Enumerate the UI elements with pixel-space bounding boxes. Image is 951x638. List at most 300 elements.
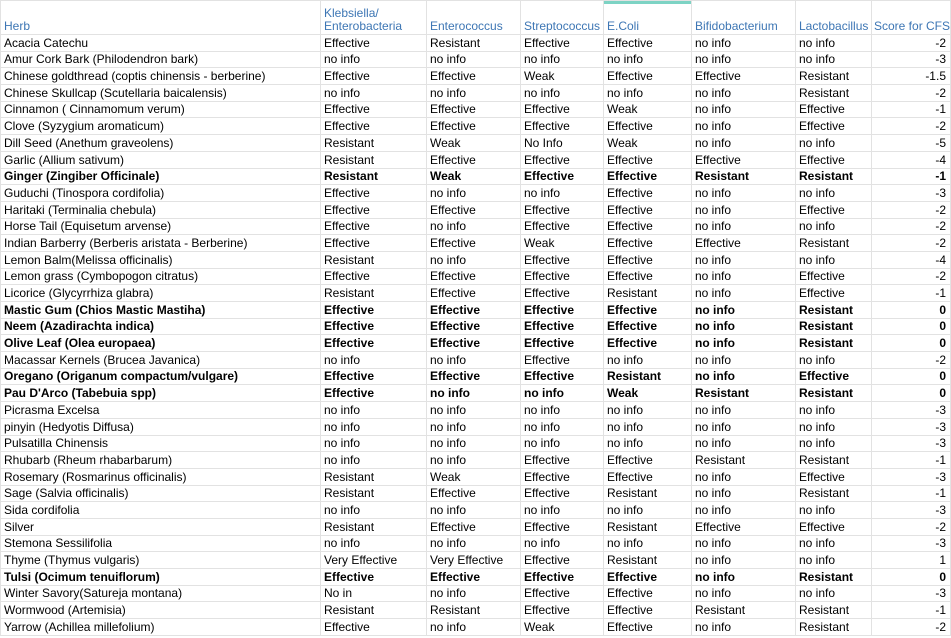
cell-lactobacillus[interactable]: Effective: [796, 118, 872, 135]
cell-enterococcus[interactable]: no info: [427, 619, 521, 636]
cell-streptococcus[interactable]: no info: [521, 385, 604, 402]
cell-score[interactable]: -2: [872, 352, 951, 369]
cell-ecoli[interactable]: Effective: [604, 302, 692, 319]
cell-streptococcus[interactable]: no info: [521, 51, 604, 68]
cell-score[interactable]: -2: [872, 218, 951, 235]
cell-bifidobacterium[interactable]: no info: [692, 502, 796, 519]
cell-klebsiella[interactable]: no info: [321, 452, 427, 469]
cell-streptococcus[interactable]: Effective: [521, 352, 604, 369]
cell-score[interactable]: -3: [872, 435, 951, 452]
cell-streptococcus[interactable]: Effective: [521, 585, 604, 602]
cell-klebsiella[interactable]: Effective: [321, 368, 427, 385]
cell-enterococcus[interactable]: no info: [427, 85, 521, 102]
cell-klebsiella[interactable]: Resistant: [321, 285, 427, 302]
cell-herb[interactable]: Picrasma Excelsa: [1, 402, 321, 419]
cell-klebsiella[interactable]: Effective: [321, 335, 427, 352]
cell-klebsiella[interactable]: no info: [321, 352, 427, 369]
cell-enterococcus[interactable]: Effective: [427, 485, 521, 502]
cell-enterococcus[interactable]: no info: [427, 352, 521, 369]
cell-herb[interactable]: Macassar Kernels (Brucea Javanica): [1, 352, 321, 369]
cell-streptococcus[interactable]: Weak: [521, 235, 604, 252]
cell-score[interactable]: -2: [872, 268, 951, 285]
cell-bifidobacterium[interactable]: no info: [692, 285, 796, 302]
cell-streptococcus[interactable]: Effective: [521, 118, 604, 135]
cell-lactobacillus[interactable]: Resistant: [796, 235, 872, 252]
cell-herb[interactable]: Garlic (Allium sativum): [1, 151, 321, 168]
cell-enterococcus[interactable]: no info: [427, 435, 521, 452]
cell-herb[interactable]: Amur Cork Bark (Philodendron bark): [1, 51, 321, 68]
cell-herb[interactable]: Rosemary (Rosmarinus officinalis): [1, 468, 321, 485]
cell-herb[interactable]: Thyme (Thymus vulgaris): [1, 552, 321, 569]
cell-score[interactable]: -1: [872, 485, 951, 502]
header-streptococcus[interactable]: Streptococcus: [521, 1, 604, 35]
cell-score[interactable]: -2: [872, 235, 951, 252]
cell-klebsiella[interactable]: Resistant: [321, 151, 427, 168]
cell-ecoli[interactable]: Resistant: [604, 518, 692, 535]
cell-klebsiella[interactable]: Effective: [321, 201, 427, 218]
cell-enterococcus[interactable]: Effective: [427, 368, 521, 385]
cell-lactobacillus[interactable]: Effective: [796, 368, 872, 385]
cell-bifidobacterium[interactable]: no info: [692, 352, 796, 369]
cell-enterococcus[interactable]: Effective: [427, 68, 521, 85]
cell-lactobacillus[interactable]: no info: [796, 418, 872, 435]
cell-bifidobacterium[interactable]: Effective: [692, 68, 796, 85]
cell-lactobacillus[interactable]: no info: [796, 435, 872, 452]
cell-ecoli[interactable]: no info: [604, 435, 692, 452]
cell-bifidobacterium[interactable]: Resistant: [692, 168, 796, 185]
cell-ecoli[interactable]: Effective: [604, 185, 692, 202]
cell-enterococcus[interactable]: Weak: [427, 135, 521, 152]
cell-herb[interactable]: Haritaki (Terminalia chebula): [1, 201, 321, 218]
cell-lactobacillus[interactable]: no info: [796, 585, 872, 602]
cell-ecoli[interactable]: no info: [604, 402, 692, 419]
cell-ecoli[interactable]: no info: [604, 51, 692, 68]
cell-bifidobacterium[interactable]: no info: [692, 418, 796, 435]
cell-score[interactable]: -2: [872, 118, 951, 135]
cell-enterococcus[interactable]: Effective: [427, 268, 521, 285]
cell-herb[interactable]: Acacia Catechu: [1, 35, 321, 52]
cell-ecoli[interactable]: Weak: [604, 101, 692, 118]
cell-enterococcus[interactable]: Effective: [427, 101, 521, 118]
cell-ecoli[interactable]: Resistant: [604, 552, 692, 569]
cell-klebsiella[interactable]: Effective: [321, 235, 427, 252]
cell-streptococcus[interactable]: Effective: [521, 569, 604, 586]
cell-score[interactable]: -3: [872, 402, 951, 419]
cell-enterococcus[interactable]: Weak: [427, 468, 521, 485]
cell-ecoli[interactable]: no info: [604, 502, 692, 519]
cell-score[interactable]: 0: [872, 368, 951, 385]
cell-bifidobacterium[interactable]: no info: [692, 619, 796, 636]
cell-enterococcus[interactable]: Effective: [427, 201, 521, 218]
cell-bifidobacterium[interactable]: Effective: [692, 151, 796, 168]
cell-score[interactable]: 0: [872, 335, 951, 352]
cell-herb[interactable]: Chinese Skullcap (Scutellaria baicalensis): [1, 85, 321, 102]
cell-enterococcus[interactable]: Effective: [427, 518, 521, 535]
cell-enterococcus[interactable]: Effective: [427, 318, 521, 335]
cell-lactobacillus[interactable]: no info: [796, 251, 872, 268]
cell-lactobacillus[interactable]: Resistant: [796, 485, 872, 502]
cell-score[interactable]: -2: [872, 518, 951, 535]
cell-enterococcus[interactable]: no info: [427, 251, 521, 268]
cell-bifidobacterium[interactable]: no info: [692, 402, 796, 419]
cell-streptococcus[interactable]: Effective: [521, 302, 604, 319]
cell-score[interactable]: -3: [872, 51, 951, 68]
cell-lactobacillus[interactable]: no info: [796, 35, 872, 52]
cell-streptococcus[interactable]: Effective: [521, 268, 604, 285]
cell-klebsiella[interactable]: Effective: [321, 318, 427, 335]
cell-streptococcus[interactable]: Effective: [521, 168, 604, 185]
cell-ecoli[interactable]: Resistant: [604, 285, 692, 302]
cell-ecoli[interactable]: Effective: [604, 35, 692, 52]
cell-enterococcus[interactable]: no info: [427, 418, 521, 435]
cell-herb[interactable]: Silver: [1, 518, 321, 535]
cell-lactobacillus[interactable]: no info: [796, 135, 872, 152]
cell-lactobacillus[interactable]: Resistant: [796, 168, 872, 185]
cell-lactobacillus[interactable]: no info: [796, 502, 872, 519]
cell-bifidobacterium[interactable]: no info: [692, 35, 796, 52]
cell-streptococcus[interactable]: Effective: [521, 218, 604, 235]
cell-bifidobacterium[interactable]: Effective: [692, 235, 796, 252]
table-row: [1, 352, 951, 369]
cell-streptococcus[interactable]: no info: [521, 402, 604, 419]
cell-enterococcus[interactable]: no info: [427, 535, 521, 552]
cell-herb[interactable]: pinyin (Hedyotis Diffusa): [1, 418, 321, 435]
cell-bifidobacterium[interactable]: no info: [692, 51, 796, 68]
cell-ecoli[interactable]: Weak: [604, 385, 692, 402]
cell-ecoli[interactable]: no info: [604, 535, 692, 552]
cell-lactobacillus[interactable]: no info: [796, 552, 872, 569]
cell-ecoli[interactable]: Weak: [604, 135, 692, 152]
header-enterococcus[interactable]: Enterococcus: [427, 1, 521, 35]
cell-klebsiella[interactable]: Effective: [321, 101, 427, 118]
cell-streptococcus[interactable]: Weak: [521, 619, 604, 636]
cell-ecoli[interactable]: Effective: [604, 168, 692, 185]
cell-streptococcus[interactable]: Effective: [521, 101, 604, 118]
cell-klebsiella[interactable]: Effective: [321, 268, 427, 285]
cell-klebsiella[interactable]: Effective: [321, 185, 427, 202]
table-row: [1, 68, 951, 85]
cell-score[interactable]: -1: [872, 285, 951, 302]
cell-score[interactable]: -2: [872, 35, 951, 52]
cell-streptococcus[interactable]: no info: [521, 85, 604, 102]
cell-streptococcus[interactable]: Effective: [521, 35, 604, 52]
cell-herb[interactable]: Clove (Syzygium aromaticum): [1, 118, 321, 135]
cell-score[interactable]: 0: [872, 302, 951, 319]
cell-herb[interactable]: Lemon grass (Cymbopogon citratus): [1, 268, 321, 285]
cell-score[interactable]: -5: [872, 135, 951, 152]
cell-klebsiella[interactable]: Resistant: [321, 485, 427, 502]
cell-lactobacillus[interactable]: Resistant: [796, 452, 872, 469]
cell-bifidobacterium[interactable]: no info: [692, 302, 796, 319]
cell-lactobacillus[interactable]: Effective: [796, 201, 872, 218]
cell-ecoli[interactable]: Effective: [604, 251, 692, 268]
cell-herb[interactable]: Sida cordifolia: [1, 502, 321, 519]
cell-enterococcus[interactable]: Resistant: [427, 602, 521, 619]
cell-klebsiella[interactable]: no info: [321, 535, 427, 552]
cell-herb[interactable]: Cinnamon ( Cinnamomum verum): [1, 101, 321, 118]
cell-streptococcus[interactable]: Effective: [521, 368, 604, 385]
cell-bifidobacterium[interactable]: Resistant: [692, 602, 796, 619]
cell-lactobacillus[interactable]: Effective: [796, 151, 872, 168]
cell-streptococcus[interactable]: Effective: [521, 552, 604, 569]
header-ecoli[interactable]: E.Coli: [604, 1, 692, 35]
header-bifidobacterium[interactable]: Bifidobacterium: [692, 1, 796, 35]
cell-klebsiella[interactable]: no info: [321, 51, 427, 68]
cell-ecoli[interactable]: Effective: [604, 235, 692, 252]
cell-score[interactable]: -1: [872, 452, 951, 469]
cell-bifidobacterium[interactable]: no info: [692, 569, 796, 586]
cell-ecoli[interactable]: Resistant: [604, 368, 692, 385]
cell-enterococcus[interactable]: Effective: [427, 151, 521, 168]
cell-ecoli[interactable]: Effective: [604, 318, 692, 335]
cell-klebsiella[interactable]: Effective: [321, 68, 427, 85]
cell-bifidobacterium[interactable]: no info: [692, 185, 796, 202]
cell-herb[interactable]: Pulsatilla Chinensis: [1, 435, 321, 452]
cell-score[interactable]: -2: [872, 85, 951, 102]
cell-herb[interactable]: Oregano (Origanum compactum/vulgare): [1, 368, 321, 385]
cell-enterococcus[interactable]: Very Effective: [427, 552, 521, 569]
cell-ecoli[interactable]: no info: [604, 418, 692, 435]
cell-enterococcus[interactable]: Effective: [427, 235, 521, 252]
cell-klebsiella[interactable]: no info: [321, 418, 427, 435]
cell-lactobacillus[interactable]: no info: [796, 352, 872, 369]
cell-bifidobacterium[interactable]: no info: [692, 552, 796, 569]
cell-herb[interactable]: Wormwood (Artemisia): [1, 602, 321, 619]
cell-klebsiella[interactable]: Effective: [321, 218, 427, 235]
cell-herb[interactable]: Neem (Azadirachta indica): [1, 318, 321, 335]
cell-streptococcus[interactable]: Effective: [521, 151, 604, 168]
cell-enterococcus[interactable]: Weak: [427, 168, 521, 185]
cell-streptococcus[interactable]: Effective: [521, 285, 604, 302]
cell-bifidobacterium[interactable]: no info: [692, 218, 796, 235]
cell-score[interactable]: -3: [872, 502, 951, 519]
cell-lactobacillus[interactable]: Resistant: [796, 619, 872, 636]
cell-ecoli[interactable]: Effective: [604, 569, 692, 586]
cell-klebsiella[interactable]: Effective: [321, 619, 427, 636]
cell-herb[interactable]: Mastic Gum (Chios Mastic Mastiha): [1, 302, 321, 319]
cell-klebsiella[interactable]: Resistant: [321, 135, 427, 152]
cell-score[interactable]: -1: [872, 602, 951, 619]
cell-streptococcus[interactable]: No Info: [521, 135, 604, 152]
cell-enterococcus[interactable]: no info: [427, 502, 521, 519]
cell-lactobacillus[interactable]: Resistant: [796, 385, 872, 402]
cell-herb[interactable]: Guduchi (Tinospora cordifolia): [1, 185, 321, 202]
cell-score[interactable]: -3: [872, 468, 951, 485]
cell-lactobacillus[interactable]: no info: [796, 535, 872, 552]
cell-streptococcus[interactable]: Effective: [521, 251, 604, 268]
cell-klebsiella[interactable]: Resistant: [321, 168, 427, 185]
cell-lactobacillus[interactable]: no info: [796, 402, 872, 419]
cell-bifidobacterium[interactable]: no info: [692, 118, 796, 135]
cell-enterococcus[interactable]: no info: [427, 385, 521, 402]
table-row: [1, 619, 951, 636]
cell-ecoli[interactable]: Resistant: [604, 485, 692, 502]
cell-enterococcus[interactable]: no info: [427, 218, 521, 235]
cell-streptococcus[interactable]: Effective: [521, 201, 604, 218]
cell-herb[interactable]: Dill Seed (Anethum graveolens): [1, 135, 321, 152]
cell-klebsiella[interactable]: no info: [321, 402, 427, 419]
cell-enterococcus[interactable]: Effective: [427, 118, 521, 135]
cell-klebsiella[interactable]: Resistant: [321, 602, 427, 619]
cell-streptococcus[interactable]: Effective: [521, 452, 604, 469]
cell-herb[interactable]: Olive Leaf (Olea europaea): [1, 335, 321, 352]
cell-herb[interactable]: Indian Barberry (Berberis aristata - Berberine): [1, 235, 321, 252]
cell-bifidobacterium[interactable]: Resistant: [692, 385, 796, 402]
cell-streptococcus[interactable]: Effective: [521, 602, 604, 619]
cell-herb[interactable]: Horse Tail (Equisetum arvense): [1, 218, 321, 235]
cell-klebsiella[interactable]: no info: [321, 85, 427, 102]
cell-lactobacillus[interactable]: Effective: [796, 285, 872, 302]
cell-lactobacillus[interactable]: Resistant: [796, 335, 872, 352]
header-herb[interactable]: Herb: [1, 1, 321, 35]
cell-lactobacillus[interactable]: Effective: [796, 101, 872, 118]
cell-streptococcus[interactable]: no info: [521, 435, 604, 452]
cell-ecoli[interactable]: Effective: [604, 268, 692, 285]
cell-bifidobacterium[interactable]: no info: [692, 468, 796, 485]
cell-score[interactable]: -4: [872, 151, 951, 168]
cell-ecoli[interactable]: Effective: [604, 201, 692, 218]
cell-enterococcus[interactable]: no info: [427, 585, 521, 602]
cell-score[interactable]: 1: [872, 552, 951, 569]
cell-herb[interactable]: Pau D'Arco (Tabebuia spp): [1, 385, 321, 402]
cell-herb[interactable]: Winter Savory(Satureja montana): [1, 585, 321, 602]
cell-ecoli[interactable]: Effective: [604, 68, 692, 85]
cell-streptococcus[interactable]: Effective: [521, 318, 604, 335]
cell-lactobacillus[interactable]: Effective: [796, 268, 872, 285]
cell-ecoli[interactable]: Effective: [604, 619, 692, 636]
cell-herb[interactable]: Ginger (Zingiber Officinale): [1, 168, 321, 185]
cell-ecoli[interactable]: Effective: [604, 118, 692, 135]
cell-enterococcus[interactable]: no info: [427, 452, 521, 469]
header-score[interactable]: Score for CFS: [872, 1, 951, 35]
cell-klebsiella[interactable]: Effective: [321, 569, 427, 586]
cell-herb[interactable]: Licorice (Glycyrrhiza glabra): [1, 285, 321, 302]
cell-enterococcus[interactable]: Resistant: [427, 35, 521, 52]
cell-bifidobacterium[interactable]: no info: [692, 435, 796, 452]
cell-lactobacillus[interactable]: no info: [796, 51, 872, 68]
cell-herb[interactable]: Rhubarb (Rheum rhabarbarum): [1, 452, 321, 469]
cell-klebsiella[interactable]: Very Effective: [321, 552, 427, 569]
cell-klebsiella[interactable]: no info: [321, 502, 427, 519]
cell-streptococcus[interactable]: no info: [521, 535, 604, 552]
cell-ecoli[interactable]: Effective: [604, 218, 692, 235]
cell-score[interactable]: -3: [872, 535, 951, 552]
cell-lactobacillus[interactable]: no info: [796, 218, 872, 235]
cell-score[interactable]: -3: [872, 185, 951, 202]
cell-ecoli[interactable]: Effective: [604, 335, 692, 352]
cell-enterococcus[interactable]: no info: [427, 51, 521, 68]
cell-enterococcus[interactable]: no info: [427, 185, 521, 202]
cell-lactobacillus[interactable]: Resistant: [796, 569, 872, 586]
cell-bifidobacterium[interactable]: Effective: [692, 518, 796, 535]
cell-lactobacillus[interactable]: Resistant: [796, 68, 872, 85]
header-lactobacillus[interactable]: Lactobacillus: [796, 1, 872, 35]
cell-enterococcus[interactable]: Effective: [427, 285, 521, 302]
cell-bifidobacterium[interactable]: no info: [692, 485, 796, 502]
cell-score[interactable]: -4: [872, 251, 951, 268]
cell-score[interactable]: -1: [872, 168, 951, 185]
cell-streptococcus[interactable]: no info: [521, 418, 604, 435]
cell-score[interactable]: 0: [872, 385, 951, 402]
cell-ecoli[interactable]: no info: [604, 352, 692, 369]
cell-bifidobacterium[interactable]: no info: [692, 201, 796, 218]
cell-ecoli[interactable]: Effective: [604, 452, 692, 469]
cell-streptococcus[interactable]: Effective: [521, 335, 604, 352]
cell-klebsiella[interactable]: Resistant: [321, 518, 427, 535]
cell-bifidobacterium[interactable]: no info: [692, 335, 796, 352]
cell-herb[interactable]: Lemon Balm(Melissa officinalis): [1, 251, 321, 268]
cell-bifidobacterium[interactable]: Resistant: [692, 452, 796, 469]
table-body: [1, 35, 951, 636]
header-klebsiella[interactable]: Klebsiella/ Enterobacteria: [321, 1, 427, 35]
cell-herb[interactable]: Sage (Salvia officinalis): [1, 485, 321, 502]
cell-bifidobacterium[interactable]: no info: [692, 251, 796, 268]
cell-klebsiella[interactable]: no info: [321, 435, 427, 452]
cell-bifidobacterium[interactable]: no info: [692, 318, 796, 335]
cell-score[interactable]: -1.5: [872, 68, 951, 85]
cell-enterococcus[interactable]: Effective: [427, 302, 521, 319]
cell-lactobacillus[interactable]: Resistant: [796, 302, 872, 319]
cell-bifidobacterium[interactable]: no info: [692, 368, 796, 385]
cell-bifidobacterium[interactable]: no info: [692, 535, 796, 552]
cell-streptococcus[interactable]: Weak: [521, 68, 604, 85]
cell-ecoli[interactable]: Effective: [604, 468, 692, 485]
cell-bifidobacterium[interactable]: no info: [692, 101, 796, 118]
cell-score[interactable]: -2: [872, 619, 951, 636]
cell-lactobacillus[interactable]: Resistant: [796, 602, 872, 619]
cell-bifidobacterium[interactable]: no info: [692, 85, 796, 102]
cell-bifidobacterium[interactable]: no info: [692, 268, 796, 285]
cell-score[interactable]: 0: [872, 569, 951, 586]
cell-herb[interactable]: Stemona Sessilifolia: [1, 535, 321, 552]
cell-klebsiella[interactable]: Effective: [321, 302, 427, 319]
cell-lactobacillus[interactable]: Effective: [796, 518, 872, 535]
cell-lactobacillus[interactable]: Resistant: [796, 318, 872, 335]
cell-score[interactable]: -3: [872, 585, 951, 602]
cell-streptococcus[interactable]: no info: [521, 185, 604, 202]
cell-herb[interactable]: Chinese goldthread (coptis chinensis - berberine): [1, 68, 321, 85]
cell-bifidobacterium[interactable]: no info: [692, 585, 796, 602]
cell-lactobacillus[interactable]: Resistant: [796, 85, 872, 102]
cell-ecoli[interactable]: Effective: [604, 585, 692, 602]
cell-enterococcus[interactable]: Effective: [427, 569, 521, 586]
cell-herb[interactable]: Yarrow (Achillea millefolium): [1, 619, 321, 636]
cell-bifidobacterium[interactable]: no info: [692, 135, 796, 152]
cell-score[interactable]: -2: [872, 201, 951, 218]
cell-streptococcus[interactable]: no info: [521, 502, 604, 519]
cell-klebsiella[interactable]: Effective: [321, 35, 427, 52]
cell-enterococcus[interactable]: Effective: [427, 335, 521, 352]
cell-klebsiella[interactable]: Effective: [321, 118, 427, 135]
cell-klebsiella[interactable]: No in: [321, 585, 427, 602]
cell-klebsiella[interactable]: Resistant: [321, 468, 427, 485]
cell-streptococcus[interactable]: Effective: [521, 468, 604, 485]
cell-ecoli[interactable]: no info: [604, 85, 692, 102]
cell-score[interactable]: 0: [872, 318, 951, 335]
cell-ecoli[interactable]: Effective: [604, 151, 692, 168]
cell-score[interactable]: -1: [872, 101, 951, 118]
cell-score[interactable]: -3: [872, 418, 951, 435]
cell-streptococcus[interactable]: Effective: [521, 485, 604, 502]
cell-lactobacillus[interactable]: Effective: [796, 468, 872, 485]
cell-streptococcus[interactable]: Effective: [521, 518, 604, 535]
cell-herb[interactable]: Tulsi (Ocimum tenuiflorum): [1, 569, 321, 586]
cell-enterococcus[interactable]: no info: [427, 402, 521, 419]
cell-ecoli[interactable]: Effective: [604, 602, 692, 619]
cell-klebsiella[interactable]: Effective: [321, 385, 427, 402]
cell-klebsiella[interactable]: Resistant: [321, 251, 427, 268]
cell-lactobacillus[interactable]: no info: [796, 185, 872, 202]
